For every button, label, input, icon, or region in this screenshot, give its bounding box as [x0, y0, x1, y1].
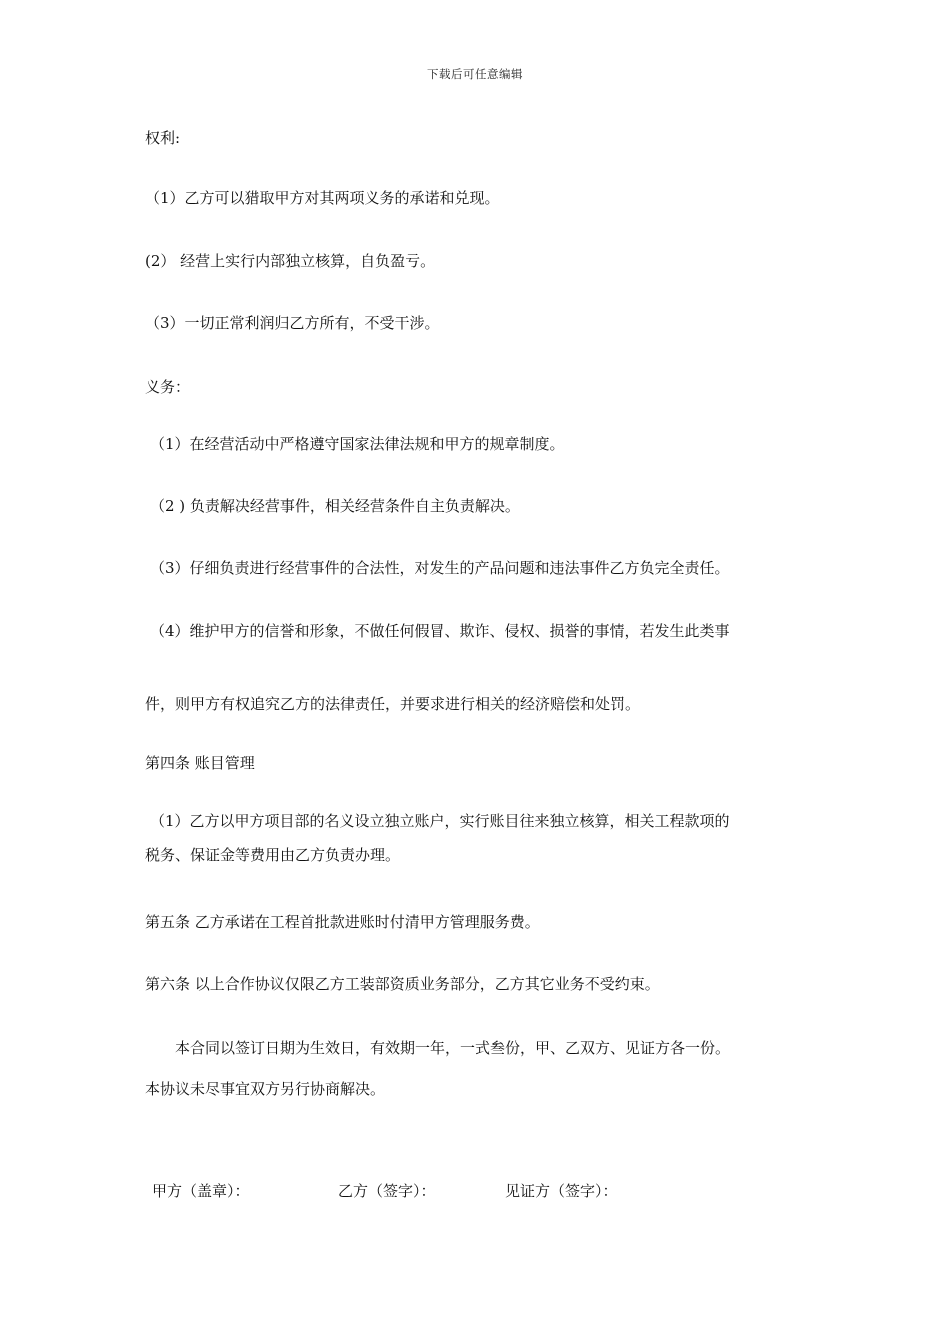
- rights-item-2: (2） 经营上实行内部独立核算，自负盈亏。: [145, 252, 436, 270]
- closing-line-1: 本合同以签订日期为生效日，有效期一年，一式叁份，甲、乙双方、见证方各一份。: [175, 1039, 731, 1057]
- article-4-line-2: 税务、保证金等费用由乙方负责办理。: [145, 846, 401, 864]
- page-header: 下载后可任意编辑: [427, 67, 523, 81]
- rights-item-1: （1）乙方可以猎取甲方对其两项义务的承诺和兑现。: [145, 189, 500, 207]
- closing-line-2: 本协议未尽事宜双方另行协商解决。: [145, 1080, 386, 1098]
- article-5: 第五条 乙方承诺在工程首批款进账时付清甲方管理服务费。: [145, 913, 540, 931]
- duties-heading: 义务：: [145, 378, 191, 396]
- duties-item-2: （2 ) 负责解决经营事件，相关经营条件自主负责解决。: [150, 497, 520, 515]
- article-4-line-1: （1）乙方以甲方项目部的名义设立独立账户，实行账目往来独立核算，相关工程款项的: [150, 812, 730, 830]
- rights-item-3: （3）一切正常利润归乙方所有，不受干涉。: [145, 314, 440, 332]
- article-6: 第六条 以上合作协议仅限乙方工装部资质业务部分，乙方其它业务不受约束。: [145, 975, 660, 993]
- duties-item-4: （4）维护甲方的信誉和形象，不做任何假冒、欺诈、侵权、损誉的事情，若发生此类事: [150, 622, 730, 640]
- rights-heading: 权利:: [145, 129, 181, 147]
- article-4-heading: 第四条 账目管理: [145, 754, 255, 772]
- duties-item-1: （1）在经营活动中严格遵守国家法律法规和甲方的规章制度。: [150, 435, 565, 453]
- signature-party-b: 乙方（签字）：: [338, 1182, 436, 1200]
- duties-item-4-continuation: 件，则甲方有权追究乙方的法律责任，并要求进行相关的经济赔偿和处罚。: [145, 695, 641, 713]
- duties-item-3: （3）仔细负责进行经营事件的合法性，对发生的产品问题和违法事件乙方负完全责任。: [150, 559, 730, 577]
- signature-witness: 见证方（签字）：: [505, 1182, 618, 1200]
- signature-party-a: 甲方（盖章）：: [152, 1182, 250, 1200]
